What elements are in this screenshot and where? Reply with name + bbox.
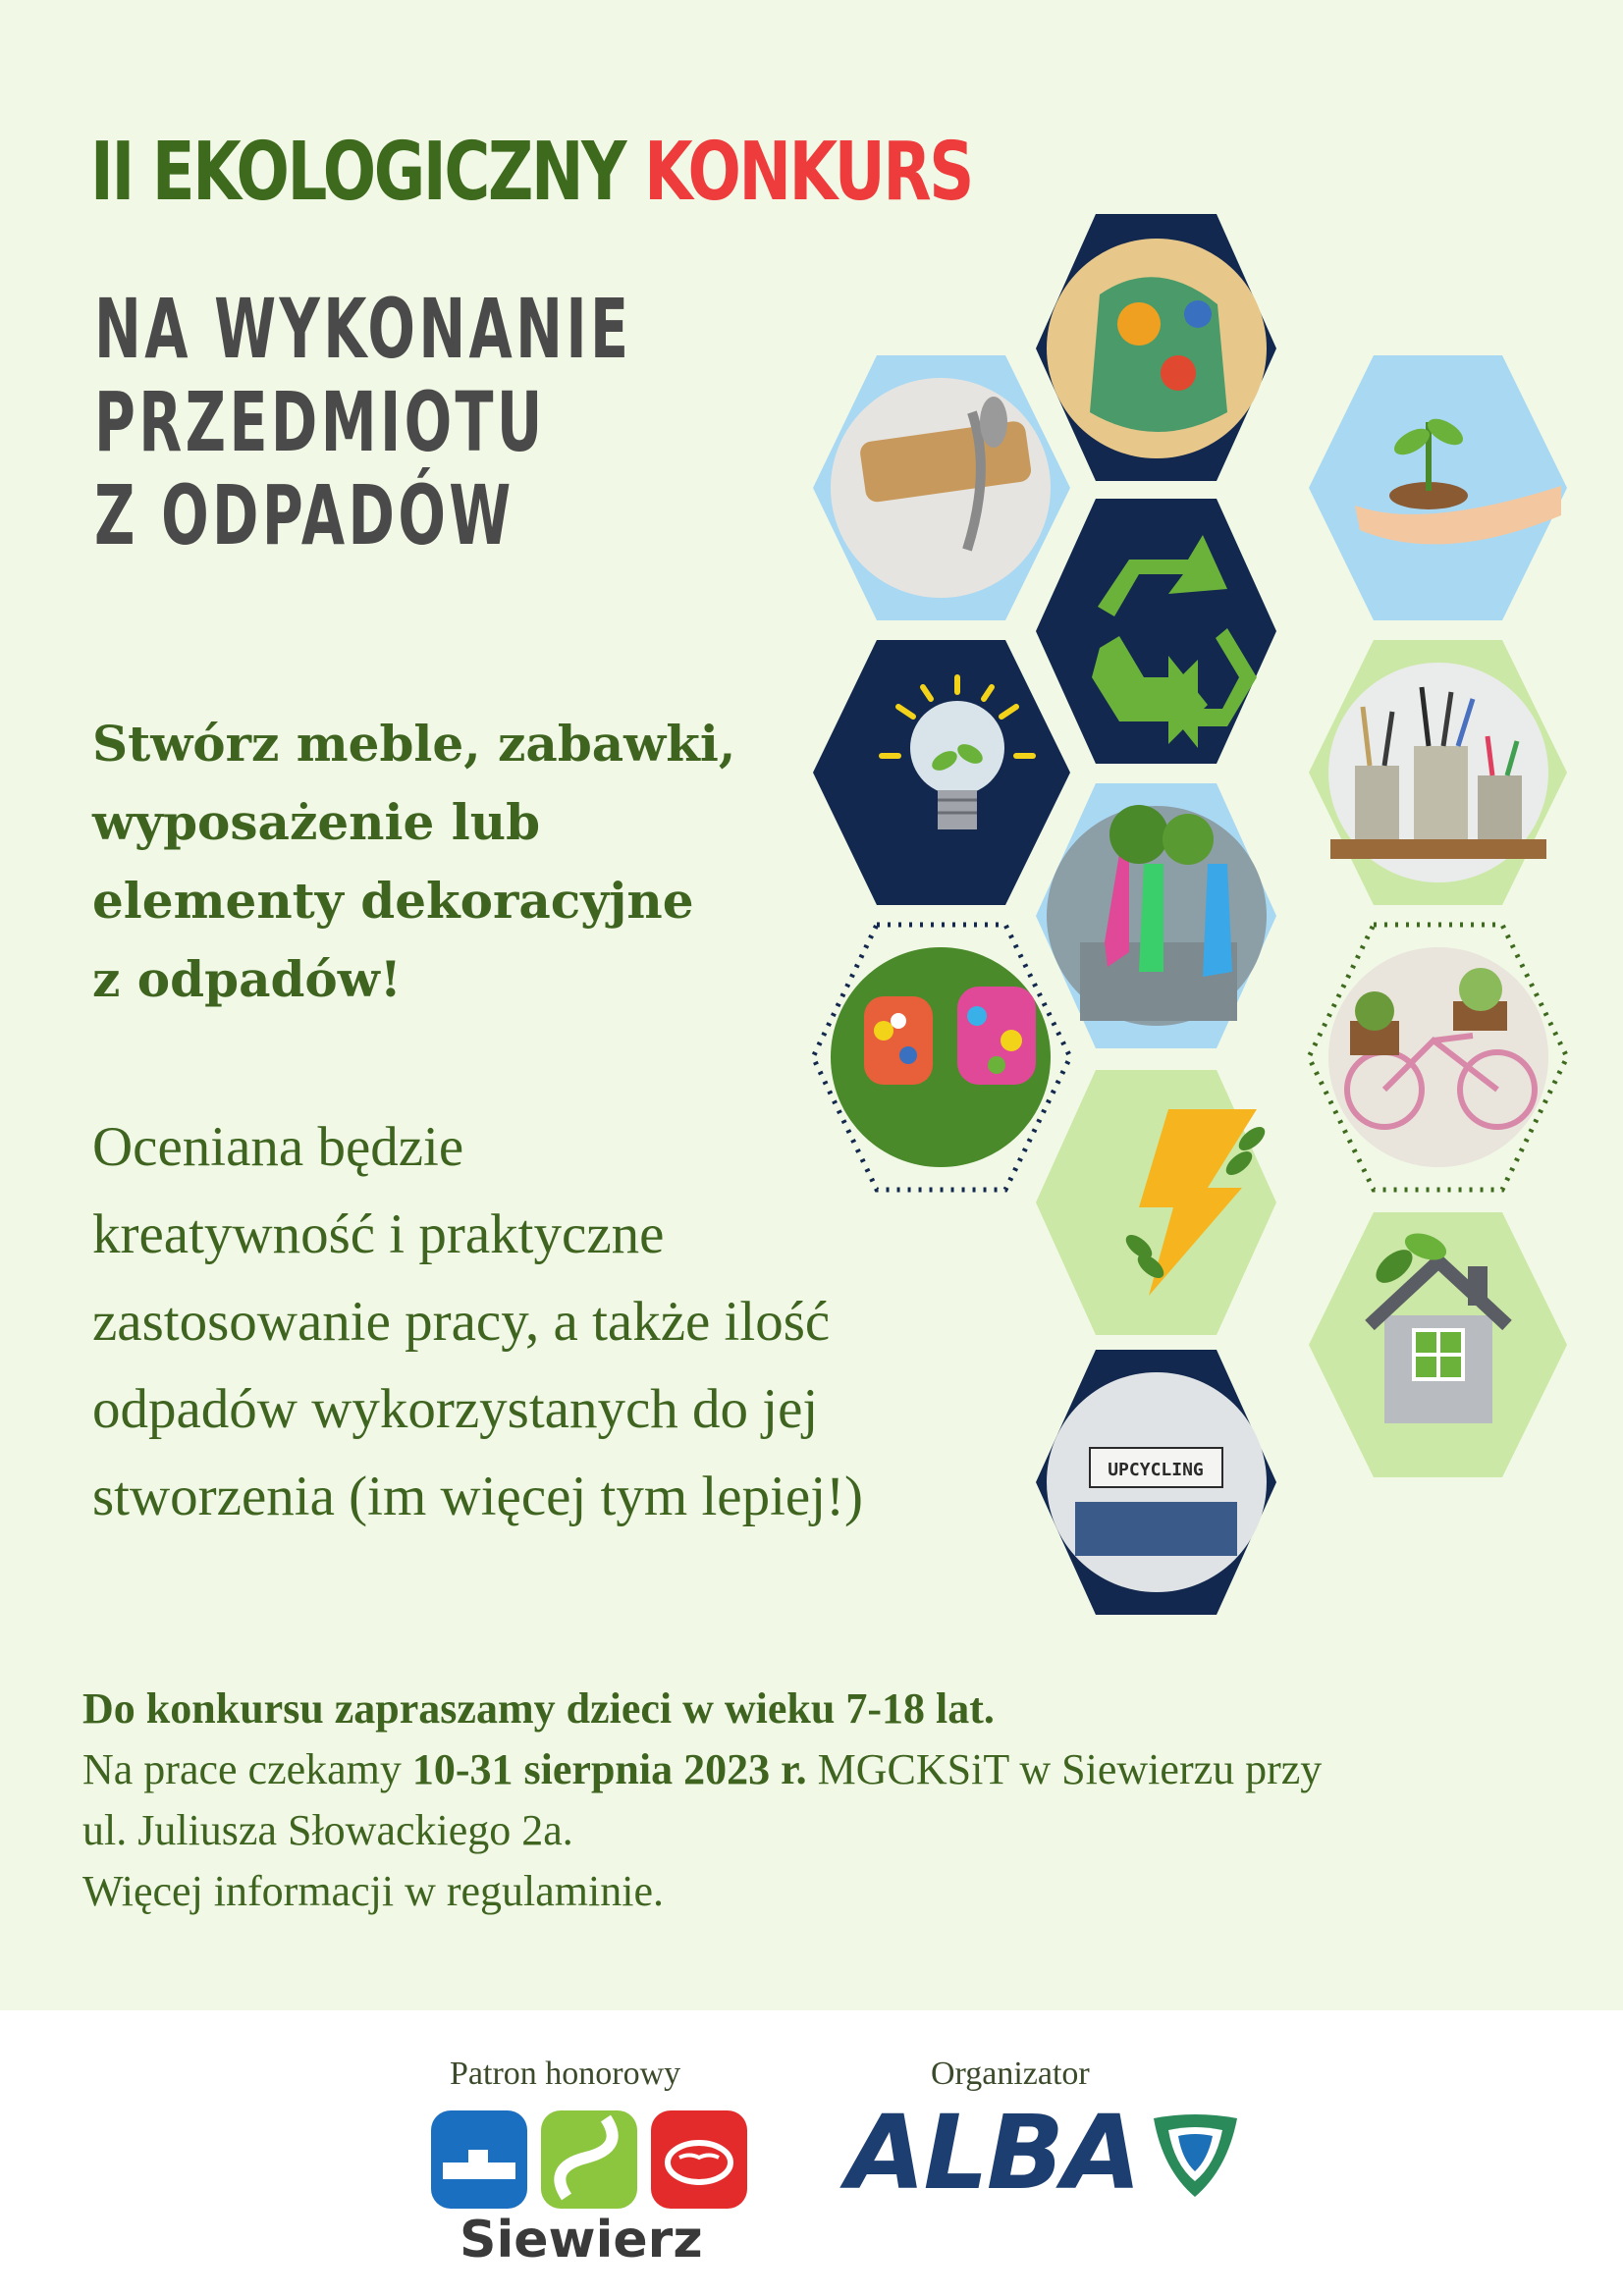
title-part-green: II EKOLOGICZNY bbox=[90, 126, 625, 219]
info-dates: 10-31 sierpnia 2023 r. bbox=[411, 1745, 807, 1793]
hex-tile-house bbox=[1309, 1212, 1567, 1477]
lead-line-3: elementy dekoracyjne bbox=[92, 872, 694, 930]
alba-logo-icon bbox=[1149, 2110, 1242, 2199]
lead-line-4: z odpadów! bbox=[92, 950, 402, 1008]
alba-logo-text: ALBA bbox=[846, 2093, 1140, 2213]
description-line-3: zastosowanie pracy, a także ilość bbox=[92, 1291, 831, 1353]
patron-label: Patron honorowy bbox=[450, 2056, 681, 2092]
lead-line-1: Stwórz meble, zabawki, bbox=[92, 715, 736, 773]
upcycling-sign-text: UPCYCLING bbox=[1108, 1460, 1204, 1480]
lead-line-2: wyposażenie lub bbox=[92, 793, 541, 851]
siewierz-logo-text: Siewierz bbox=[460, 2211, 703, 2269]
info-line-1 bbox=[82, 1679, 1595, 1739]
subtitle-line-1: NA WYKONANIE bbox=[94, 281, 632, 377]
hex-tile-boot-planters bbox=[1036, 783, 1276, 1048]
hex-tile-spoon-hooks bbox=[813, 355, 1070, 620]
hex-tile-plant-hand bbox=[1309, 355, 1567, 620]
hex-tile-toy-elephants bbox=[813, 925, 1070, 1190]
info-block bbox=[82, 1679, 1595, 1922]
organizer-label: Organizator bbox=[931, 2056, 1090, 2092]
description-line-1: Oceniana będzie bbox=[92, 1116, 464, 1178]
siewierz-logo bbox=[429, 2109, 751, 2216]
subtitle-line-3: Z ODPADÓW bbox=[94, 467, 514, 563]
info-line-4: Więcej informacji w regulaminie. bbox=[82, 1867, 664, 1915]
toy-elephant-right bbox=[957, 987, 1036, 1085]
hex-tile-clothing bbox=[1036, 214, 1276, 481]
description-line-5: stworzenia (im więcej tym lepiej!) bbox=[92, 1466, 864, 1527]
info-dates-suffix: MGCKSiT w Siewierzu przy bbox=[806, 1745, 1323, 1793]
info-line-3: ul. Juliusza Słowackiego 2a. bbox=[82, 1806, 573, 1854]
hex-tile-pink-bicycle bbox=[1309, 925, 1567, 1190]
hex-tile-upcycling bbox=[1036, 1350, 1276, 1615]
description-line-4: odpadów wykorzystanych do jej bbox=[92, 1378, 819, 1440]
title-part-red: KONKURS bbox=[644, 126, 973, 219]
subtitle-line-2: PRZEDMIOTU bbox=[94, 374, 546, 470]
info-dates-prefix: Na prace czekamy bbox=[82, 1745, 412, 1793]
hex-tile-recycle bbox=[1036, 499, 1276, 764]
description-line-2: kreatywność i praktyczne bbox=[92, 1203, 665, 1265]
info-age-text: Do konkursu zapraszamy dzieci w wieku 7-18 lat. bbox=[82, 1684, 995, 1733]
hex-tile-pencil-cans bbox=[1309, 640, 1567, 905]
hex-tile-lightbulb bbox=[813, 640, 1070, 905]
hex-tile-lightning bbox=[1036, 1070, 1276, 1335]
info-line-2 bbox=[82, 1739, 1595, 1800]
toy-elephant-left bbox=[864, 996, 933, 1085]
